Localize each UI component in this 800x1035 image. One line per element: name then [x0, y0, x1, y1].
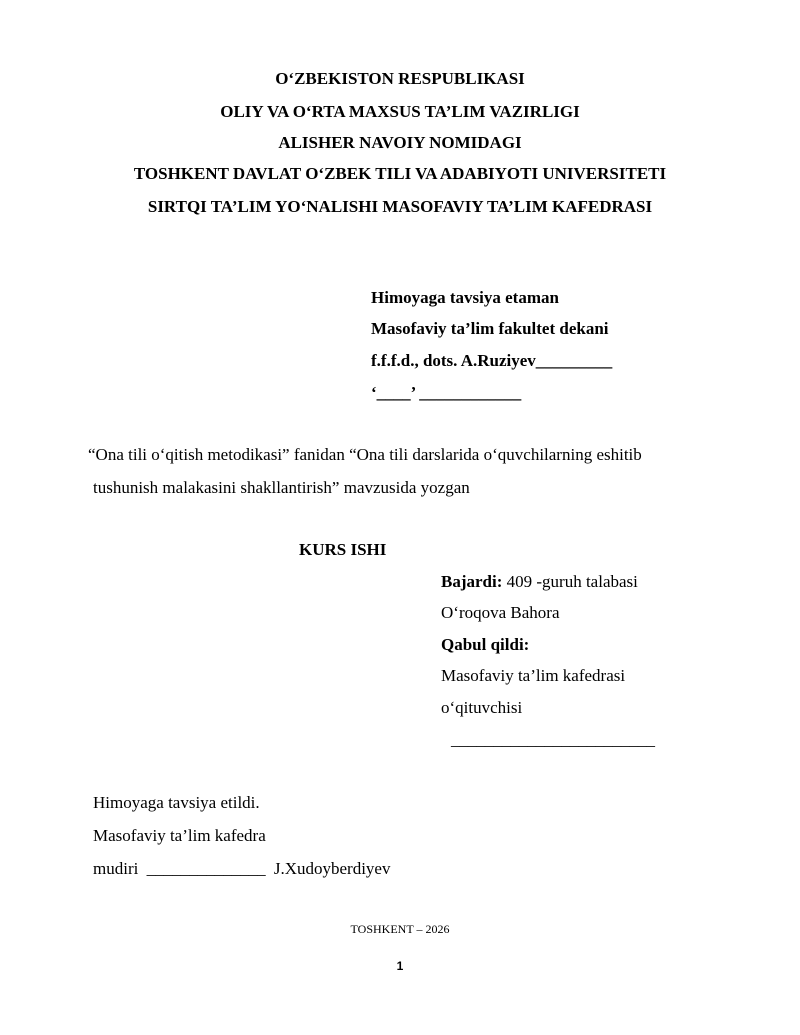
header-line-country: O‘ZBEKISTON RESPUBLIKASI — [275, 69, 525, 88]
head-signature-blank: ______________ — [146, 859, 266, 878]
city-year: TOSHKENT – 2026 — [350, 922, 450, 936]
accepted-department: Masofaviy ta’lim kafedrasi — [441, 666, 626, 685]
accepted-label: Qabul qildi: — [441, 635, 530, 654]
performer-label: Bajardi: — [441, 572, 503, 591]
work-title: KURS ISHI — [299, 540, 387, 559]
performer-name: O‘roqova Bahora — [441, 603, 560, 622]
approval-date-blank: ‘____’ ____________ — [371, 383, 522, 402]
header-line-named-after: ALISHER NAVOIY NOMIDAGI — [278, 133, 522, 152]
performer-line — [441, 572, 638, 592]
performer-group: 409 -guruh talabasi — [502, 572, 638, 591]
department-head-title: Masofaviy ta’lim kafedra — [93, 826, 266, 845]
approval-recommend: Himoyaga tavsiya etaman — [371, 288, 559, 307]
topic-line-1: “Ona tili o‘qitish metodikasi” fanidan “Ona tili darslarida o‘quvchilarning eshitib — [88, 445, 642, 464]
head-prefix: mudiri — [93, 859, 139, 878]
topic-line-2: tushunish malakasini shakllantirish” mavzusida yozgan — [93, 478, 470, 497]
header-line-department: SIRTQI TA’LIM YO‘NALISHI MASOFAVIY TA’LIM KAFEDRASI — [147, 197, 653, 216]
header-line-ministry: OLIY VA O‘RTA MAXSUS TA’LIM VAZIRLIGI — [220, 102, 580, 121]
accepted-role: o‘qituvchisi — [441, 698, 523, 717]
department-head-line — [93, 859, 390, 879]
signature-line: ________________________ — [451, 730, 655, 749]
recommended-note: Himoyaga tavsiya etildi. — [93, 793, 260, 812]
approval-dean-name: f.f.f.d., dots. A.Ruziyev_________ — [371, 351, 613, 370]
header-line-university: TOSHKENT DAVLAT O‘ZBEK TILI VA ADABIYOTI UNIVERSITETI — [133, 164, 667, 183]
page-number: 1 — [396, 959, 404, 973]
head-name: J.Xudoyberdiyev — [273, 859, 391, 878]
approval-dean-title: Masofaviy ta’lim fakultet dekani — [371, 319, 609, 338]
